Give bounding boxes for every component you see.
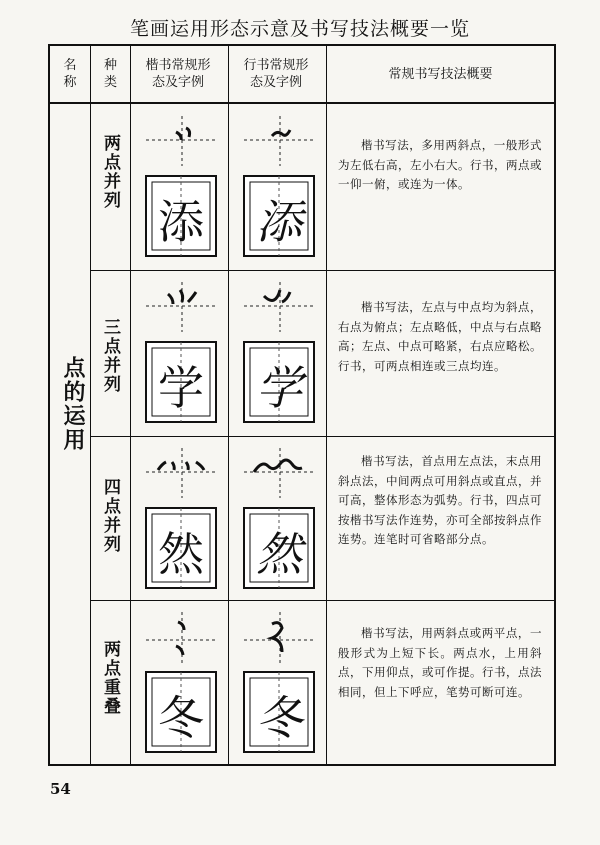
char-kaishu: 添: [158, 195, 204, 249]
header-summary: 常规书写技法概要: [388, 66, 493, 82]
char-xingshu: 然: [256, 527, 302, 581]
xingshu-example: [232, 606, 322, 762]
technique-description: 楷书写法，用两斜点或两平点，一般形式为上短下长。两点水，上用斜点，下用仰点，或可作提。行书，点法相同，但上下呼应，笔势可断可连。: [338, 626, 542, 699]
kind-label: 三点并列: [100, 318, 120, 394]
kind-label: 两点重叠: [100, 640, 120, 716]
page-number: 54: [50, 780, 71, 798]
technique-description: 楷书写法，多用两斜点，一般形式为左低右高，左小右大。行书，两点或一仰一俯，或连为一体。: [338, 138, 542, 191]
category-label: 点的运用: [60, 356, 85, 452]
kind-label: 四点并列: [100, 478, 120, 554]
xingshu-example: [232, 276, 322, 432]
page-title: 笔画运用形态示意及书写技法概要一览: [129, 18, 470, 40]
char-kaishu: 学: [158, 361, 204, 415]
header-name: 名 称: [63, 58, 77, 90]
kaishu-example: [134, 110, 224, 266]
char-xingshu: 学: [256, 361, 302, 415]
char-xingshu: 添: [256, 195, 302, 249]
kind-label: 两点并列: [100, 134, 120, 210]
xingshu-example: [232, 110, 322, 266]
char-kaishu: 冬: [158, 691, 204, 745]
char-kaishu: 然: [158, 527, 204, 581]
char-xingshu: 冬: [256, 691, 302, 745]
header-xingshu: 行书常规形 态及字例: [243, 58, 309, 90]
technique-table: [48, 44, 556, 766]
kaishu-example: [134, 606, 224, 762]
header-kaishu: 楷书常规形 态及字例: [145, 58, 211, 90]
technique-description: 楷书写法，左点与中点均为斜点，右点为俯点；左点略低，中点与右点略高；左点、中点可略紧，右点应略松。行书，可两点相连或三点均连。: [338, 300, 542, 373]
technique-description: 楷书写法，首点用左点法，末点用斜点法，中间两点可用斜点或直点，并可高，整体形态为弧势。行书，四点可按楷书写法作连势，亦可全部按斜点作连势。连笔时可省略部分点。: [338, 454, 542, 546]
kaishu-example: [134, 442, 224, 598]
xingshu-example: [232, 442, 322, 598]
header-kind: 种 类: [103, 58, 117, 90]
kaishu-example: [134, 276, 224, 432]
